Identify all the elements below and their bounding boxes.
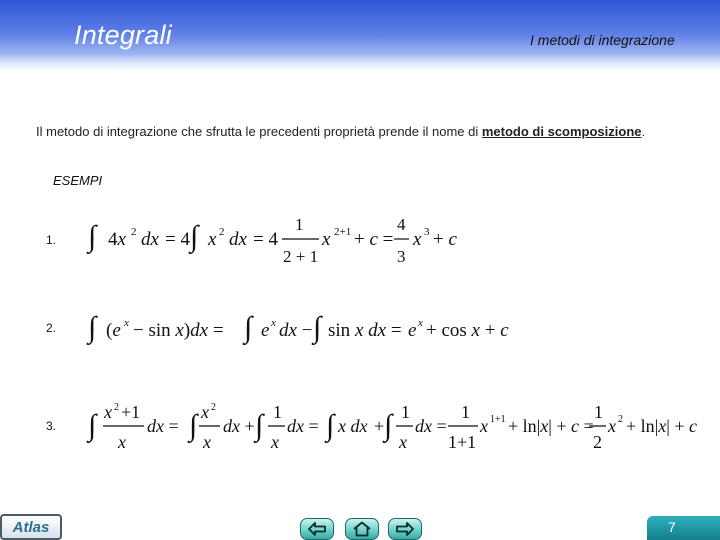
svg-text:e: e xyxy=(261,320,270,341)
home-icon xyxy=(352,521,372,537)
svg-text:∫: ∫ xyxy=(88,220,97,253)
svg-text:dx: dx xyxy=(141,229,159,250)
arrow-left-icon xyxy=(307,522,327,536)
svg-text:1+1: 1+1 xyxy=(448,432,477,452)
svg-text:∫: ∫ xyxy=(88,311,97,344)
svg-text:4: 4 xyxy=(397,215,406,234)
example-3-formula xyxy=(86,398,701,463)
svg-text:x: x xyxy=(104,402,112,422)
home-button[interactable] xyxy=(345,518,379,540)
svg-text:x: x xyxy=(418,317,423,329)
svg-text:x: x xyxy=(480,416,488,436)
svg-text:2: 2 xyxy=(131,226,137,238)
header-band xyxy=(0,0,720,76)
svg-text:dx −: dx − xyxy=(279,320,313,341)
svg-text:3: 3 xyxy=(424,226,430,238)
svg-text:2: 2 xyxy=(211,402,216,413)
svg-text:= 4: = 4 xyxy=(253,229,278,250)
svg-text:∫: ∫ xyxy=(384,409,393,442)
svg-text:∫: ∫ xyxy=(189,409,198,442)
intro-emphasis: metodo di scomposizione xyxy=(481,124,642,139)
examples-heading: ESEMPI xyxy=(53,173,103,188)
svg-text:dx =: dx = xyxy=(287,416,319,436)
svg-text:x: x xyxy=(208,229,217,250)
svg-text:∫: ∫ xyxy=(88,409,97,442)
svg-text:+ ln|x| + c =: + ln|x| + c = xyxy=(508,416,594,436)
svg-text:2 + 1: 2 + 1 xyxy=(283,247,319,266)
svg-text:dx =: dx = xyxy=(147,416,179,436)
example-3-number: 3. xyxy=(46,419,57,433)
svg-text:2: 2 xyxy=(618,414,623,425)
svg-text:∫: ∫ xyxy=(313,311,322,344)
page-number-box xyxy=(647,516,720,540)
svg-text:x: x xyxy=(124,317,129,329)
intro-end: . xyxy=(641,124,646,139)
svg-text:∫: ∫ xyxy=(244,311,253,344)
svg-text:x: x xyxy=(413,229,422,250)
svg-text:2: 2 xyxy=(219,226,225,238)
intro-paragraph xyxy=(36,124,645,139)
svg-text:dx =: dx = xyxy=(415,416,447,436)
example-2-number: 2. xyxy=(46,321,57,335)
svg-text:1: 1 xyxy=(461,402,470,422)
svg-text:+ ln|x| + c: + ln|x| + c xyxy=(626,416,698,436)
svg-text:x dx: x dx xyxy=(338,416,368,436)
svg-text:= 4: = 4 xyxy=(165,229,190,250)
svg-text:1: 1 xyxy=(594,402,603,422)
prev-button[interactable] xyxy=(300,518,334,540)
svg-text:+ c =: + c = xyxy=(354,229,394,250)
svg-text:1: 1 xyxy=(273,402,282,422)
svg-text:2+1: 2+1 xyxy=(334,226,352,238)
svg-text:+1: +1 xyxy=(121,402,141,422)
svg-text:x: x xyxy=(399,432,407,452)
svg-text:x: x xyxy=(118,432,126,452)
svg-text:dx: dx xyxy=(229,229,247,250)
svg-text:1+1: 1+1 xyxy=(490,414,506,425)
page-title: Integrali xyxy=(74,20,172,50)
svg-text:x: x xyxy=(201,402,209,422)
svg-text:2: 2 xyxy=(114,402,119,413)
next-button[interactable] xyxy=(388,518,422,540)
svg-text:1: 1 xyxy=(401,402,410,422)
svg-text:∫: ∫ xyxy=(326,409,335,442)
svg-text:dx +: dx + xyxy=(223,416,255,436)
logo-text: Atlas xyxy=(12,518,50,536)
svg-text:3: 3 xyxy=(397,247,406,266)
section-subtitle: I metodi di integrazione xyxy=(530,32,675,48)
svg-text:2: 2 xyxy=(593,432,602,452)
svg-text:∫: ∫ xyxy=(190,220,199,253)
example-1-number: 1. xyxy=(46,233,57,247)
svg-text:− sin x)dx =: − sin x)dx = xyxy=(133,320,224,341)
svg-text:(e: (e xyxy=(106,320,121,341)
svg-text:x: x xyxy=(271,317,276,329)
example-2-formula xyxy=(86,306,516,351)
svg-text:∫: ∫ xyxy=(255,409,264,442)
svg-text:+ c: + c xyxy=(433,229,457,250)
page-number: 7 xyxy=(668,519,676,535)
example-1-formula xyxy=(86,210,476,275)
svg-text:x: x xyxy=(608,416,616,436)
atlas-logo xyxy=(0,514,62,540)
svg-text:4x: 4x xyxy=(108,229,126,250)
svg-text:1: 1 xyxy=(295,215,304,234)
svg-text:e: e xyxy=(408,320,417,341)
svg-text:x: x xyxy=(271,432,279,452)
intro-text: Il metodo di integrazione che sfrutta le precedenti proprietà prende il nome di xyxy=(36,124,482,139)
svg-text:x: x xyxy=(203,432,211,452)
svg-text:+: + xyxy=(374,416,385,436)
svg-text:sin x dx =: sin x dx = xyxy=(328,320,402,341)
svg-text:x: x xyxy=(322,229,331,250)
svg-text:+ cos x + c: + cos x + c xyxy=(426,320,509,341)
arrow-right-icon xyxy=(395,522,415,536)
